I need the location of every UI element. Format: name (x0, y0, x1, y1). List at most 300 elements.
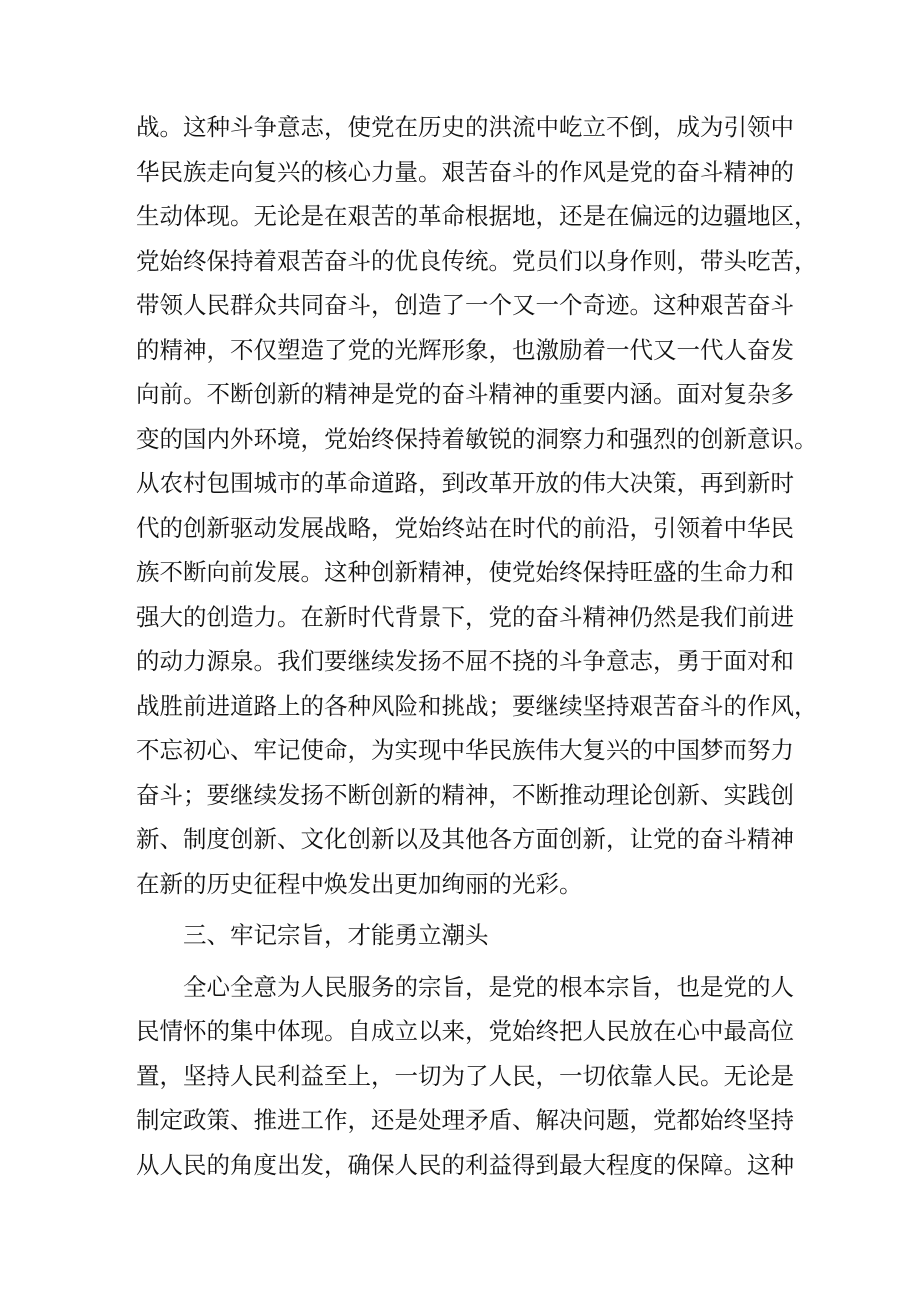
text-char: 持 (606, 691, 630, 720)
paragraph-line (136, 417, 818, 462)
text-char: 斗 (465, 380, 489, 408)
text-char: 文 (300, 825, 324, 853)
text-char: 。 (277, 602, 301, 631)
text-char: 良 (418, 246, 442, 275)
text-char: ， (324, 1150, 348, 1179)
text-char: 生 (136, 202, 160, 230)
text-char: 不 (512, 780, 536, 809)
text-char: 的 (535, 157, 559, 186)
text-char: 至 (324, 1061, 348, 1090)
text-char: 艰 (441, 157, 465, 186)
text-char: 继 (535, 691, 559, 720)
text-char: 代 (700, 335, 724, 364)
text-char: 而 (723, 736, 747, 764)
text-char: ， (300, 424, 324, 453)
text-char: 略 (347, 513, 371, 542)
text-char: 民 (418, 1150, 442, 1179)
text-char: 的 (770, 157, 794, 186)
text-char: 史 (230, 869, 254, 898)
text-char: 新 (394, 780, 418, 809)
text-char: 盾 (488, 1106, 512, 1134)
text-char: 情 (159, 1017, 183, 1045)
text-char: 盛 (653, 558, 677, 586)
text-char: 利 (277, 1061, 301, 1090)
text-char: 依 (606, 1061, 630, 1090)
text-char: 是 (300, 202, 324, 230)
text-char: 和 (418, 691, 442, 720)
text-char: 人 (488, 1061, 512, 1090)
text-char: 身 (606, 246, 630, 275)
text-char: 生 (700, 558, 724, 586)
text-char: 苦 (723, 291, 747, 319)
text-char: 征 (253, 869, 277, 898)
text-char: 命 (441, 202, 465, 230)
paragraph-line (136, 328, 794, 373)
text-char: 把 (559, 1017, 583, 1045)
text-char: 的 (488, 869, 512, 898)
text-char: ， (535, 1061, 559, 1090)
text-char: 道 (371, 469, 395, 497)
text-char: 复 (723, 380, 747, 408)
text-char: 斗 (700, 691, 724, 720)
text-char: 党 (512, 246, 536, 275)
text-char: 种 (347, 691, 371, 720)
text-char: 奇 (582, 291, 606, 319)
text-char: 这 (653, 291, 677, 319)
text-char: 也 (676, 972, 700, 1001)
text-char: 论 (629, 780, 653, 809)
text-char: 作 (747, 691, 771, 720)
text-char: 终 (371, 424, 395, 453)
text-char: 论 (277, 202, 301, 230)
text-char: 奋 (488, 157, 512, 186)
text-char: 远 (653, 202, 677, 230)
text-char: 中 (441, 736, 465, 764)
text-char: 问 (582, 1106, 606, 1134)
text-char: 的 (629, 736, 653, 764)
text-char: 强 (136, 602, 160, 631)
text-char: 。 (488, 246, 512, 275)
text-char: 屹 (559, 113, 583, 141)
text-char: 民 (606, 1017, 630, 1045)
text-char: 革 (488, 469, 512, 497)
text-char: 境 (277, 424, 301, 453)
text-char: 村 (183, 469, 207, 497)
text-char: 初 (183, 736, 207, 764)
text-char: 践 (747, 780, 771, 809)
text-char: 展 (300, 513, 324, 542)
text-char: 艰 (347, 202, 371, 230)
text-char: 员 (535, 246, 559, 275)
text-char: 统 (465, 246, 489, 275)
paragraph-line (136, 194, 818, 239)
section-heading (136, 913, 788, 958)
text-char: 始 (512, 1017, 536, 1045)
text-char: 心 (206, 972, 230, 1001)
text-char: 的 (465, 113, 489, 141)
text-char: 程 (277, 869, 301, 898)
text-char: 斗 (700, 157, 724, 186)
text-char: 作 (324, 1106, 348, 1134)
text-char: 造 (300, 335, 324, 364)
text-char: 角 (230, 1150, 254, 1179)
text-char: 下 (441, 602, 465, 631)
text-char: 到 (535, 1150, 559, 1179)
text-char: 扬 (300, 780, 324, 809)
text-char: 出 (371, 869, 395, 898)
text-char: 不 (488, 647, 512, 675)
text-char: 丽 (465, 869, 489, 898)
text-char: 民 (488, 736, 512, 764)
text-char: 彩 (535, 869, 559, 898)
text-char: 动 (159, 202, 183, 230)
text-char: 三 (183, 921, 207, 949)
text-char: 人 (770, 972, 794, 1001)
text-char: 变 (136, 424, 160, 453)
text-char: 形 (441, 335, 465, 364)
text-char: 矛 (465, 1106, 489, 1134)
text-char: 华 (747, 513, 771, 542)
text-char: 新 (324, 602, 348, 631)
text-char: 重 (559, 380, 583, 408)
text-char: 不 (159, 558, 183, 586)
text-char: 从 (136, 469, 160, 497)
text-char: 务 (371, 972, 395, 1001)
text-char: ， (324, 113, 348, 141)
text-char: 是 (371, 380, 395, 408)
text-char: 神 (606, 602, 630, 631)
text-char: 最 (559, 1150, 583, 1179)
text-char: 战 (136, 113, 160, 141)
text-char: 的 (418, 780, 442, 809)
text-char: ， (653, 113, 677, 141)
text-char: 根 (465, 202, 489, 230)
text-char: 。 (723, 1150, 747, 1179)
text-char: 。 (559, 869, 583, 898)
text-char: 创 (206, 602, 230, 631)
text-char: 复 (253, 157, 277, 186)
text-char: 锐 (488, 424, 512, 453)
text-char: 各 (324, 691, 348, 720)
paragraph-line (136, 684, 818, 729)
text-char: 度 (206, 825, 230, 853)
text-char: 是 (606, 157, 630, 186)
text-char: 新 (371, 825, 395, 853)
text-char: 力 (770, 736, 794, 764)
text-char: 向 (230, 157, 254, 186)
text-char: 的 (418, 380, 442, 408)
text-char: 革 (324, 469, 348, 497)
paragraph-line (136, 150, 794, 195)
text-char: 力 (183, 647, 207, 675)
text-char: 切 (418, 1061, 442, 1090)
text-char: 大 (582, 1150, 606, 1179)
text-char: 个 (559, 291, 583, 319)
text-char: 象 (465, 335, 489, 364)
text-char: 始 (418, 513, 442, 542)
text-char: 战 (324, 513, 348, 542)
text-char: ， (629, 513, 653, 542)
text-char: 的 (300, 469, 324, 497)
text-char: 了 (465, 1061, 489, 1090)
text-char: 程 (606, 1150, 630, 1179)
text-char: 个 (488, 291, 512, 319)
text-char: 神 (512, 380, 536, 408)
text-char: ， (465, 1017, 489, 1045)
text-char: 的 (136, 647, 160, 675)
text-char: 发 (253, 558, 277, 586)
text-char: 的 (653, 157, 677, 186)
text-char: 成 (676, 113, 700, 141)
text-char: 则 (653, 246, 677, 275)
text-char: 创 (700, 424, 724, 453)
text-char: 加 (418, 869, 442, 898)
text-char: 风 (582, 157, 606, 186)
text-char: 怀 (183, 1017, 207, 1045)
text-char: ， (347, 736, 371, 764)
text-char: 的 (371, 246, 395, 275)
text-char: 这 (747, 1150, 771, 1179)
text-char: 国 (183, 424, 207, 453)
text-char: 在 (488, 513, 512, 542)
text-char: 内 (206, 424, 230, 453)
text-char: 。 (418, 157, 442, 186)
text-char: 兴 (277, 157, 301, 186)
text-char: 斗 (347, 246, 371, 275)
text-char: 继 (347, 647, 371, 675)
text-char: 种 (347, 558, 371, 586)
text-char: 宗 (606, 972, 630, 1001)
paragraph-line (136, 965, 794, 1010)
text-char: 源 (206, 647, 230, 675)
text-char: 推 (253, 1106, 277, 1134)
text-char: 、 (277, 825, 301, 853)
text-char: 奋 (136, 780, 160, 809)
text-char: 。 (653, 380, 677, 408)
text-char: 要 (324, 647, 348, 675)
text-char: 大 (606, 469, 630, 497)
paragraph-line (136, 550, 794, 595)
text-char: 中 (300, 869, 324, 898)
text-char: 、 (700, 780, 724, 809)
text-char: 扬 (418, 647, 442, 675)
paragraph-line (136, 1098, 794, 1143)
text-char: 上 (347, 1061, 371, 1090)
text-char: 的 (559, 469, 583, 497)
paragraph-line (136, 817, 794, 862)
text-char: 景 (418, 602, 442, 631)
text-char: 我 (700, 602, 724, 631)
text-char: 族 (136, 558, 160, 586)
text-char: ， (371, 513, 395, 542)
text-char: 创 (653, 780, 677, 809)
text-char: 党 (371, 113, 395, 141)
text-char: 持 (206, 1061, 230, 1090)
text-char: 断 (183, 558, 207, 586)
text-char: 发 (277, 513, 301, 542)
text-char: 时 (512, 513, 536, 542)
section-spacing (136, 958, 788, 965)
text-char: 又 (653, 335, 677, 364)
text-char: 险 (394, 691, 418, 720)
text-char: 勇 (676, 647, 700, 675)
text-char: 保 (394, 424, 418, 453)
text-char: 着 (700, 513, 724, 542)
text-char: 还 (559, 202, 583, 230)
text-char: 命 (723, 558, 747, 586)
text-char: 洪 (488, 113, 512, 141)
text-char: 坚 (183, 1061, 207, 1090)
text-char: 现 (206, 202, 230, 230)
text-char: 们 (559, 246, 583, 275)
text-char: 区 (770, 202, 794, 230)
text-char: 国 (676, 736, 700, 764)
text-char: 度 (629, 1150, 653, 1179)
text-char: 全 (230, 972, 254, 1001)
text-char: 艰 (700, 291, 724, 319)
text-char: 神 (441, 558, 465, 586)
text-char: 意 (277, 113, 301, 141)
text-char: 力 (582, 424, 606, 453)
text-char: 心 (347, 157, 371, 186)
text-char: 作 (559, 157, 583, 186)
text-char: 涵 (629, 380, 653, 408)
text-char: 的 (653, 1150, 677, 1179)
text-char: 洞 (535, 424, 559, 453)
text-char: 从 (136, 1150, 160, 1179)
text-char: 奋 (324, 291, 348, 319)
text-char: 引 (723, 113, 747, 141)
text-char: 不 (206, 380, 230, 408)
text-char: 始 (700, 1106, 724, 1134)
paragraph-line (136, 728, 794, 773)
text-char: 还 (371, 1106, 395, 1134)
text-char: 放 (629, 1017, 653, 1045)
text-char: 造 (418, 291, 442, 319)
text-char: 宗 (418, 972, 442, 1001)
text-char: 种 (206, 113, 230, 141)
text-char: 立 (418, 921, 442, 949)
paragraph-line (136, 239, 818, 284)
text-char: 旨 (300, 921, 324, 949)
text-char: 奋 (441, 380, 465, 408)
text-char: 于 (700, 647, 724, 675)
text-char: 内 (606, 380, 630, 408)
text-char: 精 (747, 825, 771, 853)
text-char: 中 (770, 113, 794, 141)
text-char: 中 (253, 1017, 277, 1045)
text-char: 面 (723, 647, 747, 675)
text-char: 为 (371, 736, 395, 764)
text-char: 苦 (770, 246, 794, 275)
text-char: 革 (418, 202, 442, 230)
text-char: 苦 (300, 246, 324, 275)
text-char: 奋 (700, 825, 724, 853)
text-char: 终 (559, 558, 583, 586)
text-char: 挑 (441, 691, 465, 720)
text-char: 保 (676, 1150, 700, 1179)
text-char: 的 (136, 335, 160, 364)
text-char: 梦 (700, 736, 724, 764)
text-char: 忘 (159, 736, 183, 764)
text-char: 意 (747, 424, 771, 453)
text-char: 共 (277, 291, 301, 319)
text-char: 的 (535, 380, 559, 408)
text-char: 断 (535, 780, 559, 809)
text-char: 伟 (582, 469, 606, 497)
text-char: 志 (629, 647, 653, 675)
text-char: 在 (300, 602, 324, 631)
text-char: 决 (559, 1106, 583, 1134)
text-char: 精 (723, 157, 747, 186)
text-char: 党 (488, 602, 512, 631)
text-char: 人 (394, 1150, 418, 1179)
text-char: 塑 (277, 335, 301, 364)
text-char: 切 (582, 1061, 606, 1090)
text-char: 题 (606, 1106, 630, 1134)
text-char: 风 (770, 691, 794, 720)
text-char: 代 (535, 513, 559, 542)
text-char: 又 (512, 291, 536, 319)
text-char: 以 (582, 246, 606, 275)
text-char: 传 (441, 246, 465, 275)
text-char: 着 (253, 246, 277, 275)
text-char: 记 (277, 736, 301, 764)
text-char: 为 (277, 972, 301, 1001)
text-char: 策 (206, 1106, 230, 1134)
text-char: 的 (512, 602, 536, 631)
text-char: 城 (253, 469, 277, 497)
text-char: 实 (394, 736, 418, 764)
text-char: ， (676, 246, 700, 275)
text-char: 断 (230, 380, 254, 408)
text-char: 了 (324, 335, 348, 364)
text-char: 新 (253, 825, 277, 853)
text-char: 驱 (230, 513, 254, 542)
text-char: ， (794, 691, 818, 720)
text-char: 前 (747, 602, 771, 631)
text-char: 进 (277, 1106, 301, 1134)
text-char: 胜 (159, 691, 183, 720)
text-char: 在 (324, 202, 348, 230)
text-char: 解 (535, 1106, 559, 1134)
text-char: 创 (183, 513, 207, 542)
text-char: 的 (535, 972, 559, 1001)
text-char: 精 (441, 780, 465, 809)
text-char: 创 (230, 825, 254, 853)
text-char: 始 (535, 558, 559, 586)
text-char: 的 (535, 647, 559, 675)
text-char: 华 (465, 736, 489, 764)
text-char: 新 (159, 869, 183, 898)
text-char: ， (794, 246, 818, 275)
text-char: 这 (183, 113, 207, 141)
text-char: 新 (394, 558, 418, 586)
text-char: 一 (606, 335, 630, 364)
text-char: 时 (770, 469, 794, 497)
text-char: 持 (230, 246, 254, 275)
text-char: 宗 (277, 921, 301, 949)
text-char: 坚 (582, 691, 606, 720)
text-char: 不 (230, 335, 254, 364)
text-char: 成 (371, 1017, 395, 1045)
text-char: 的 (300, 380, 324, 408)
text-char: 坚 (747, 1106, 771, 1134)
text-char: 头 (465, 921, 489, 949)
text-char: 路 (394, 469, 418, 497)
text-char: 新 (277, 380, 301, 408)
text-char: ， (488, 335, 512, 364)
